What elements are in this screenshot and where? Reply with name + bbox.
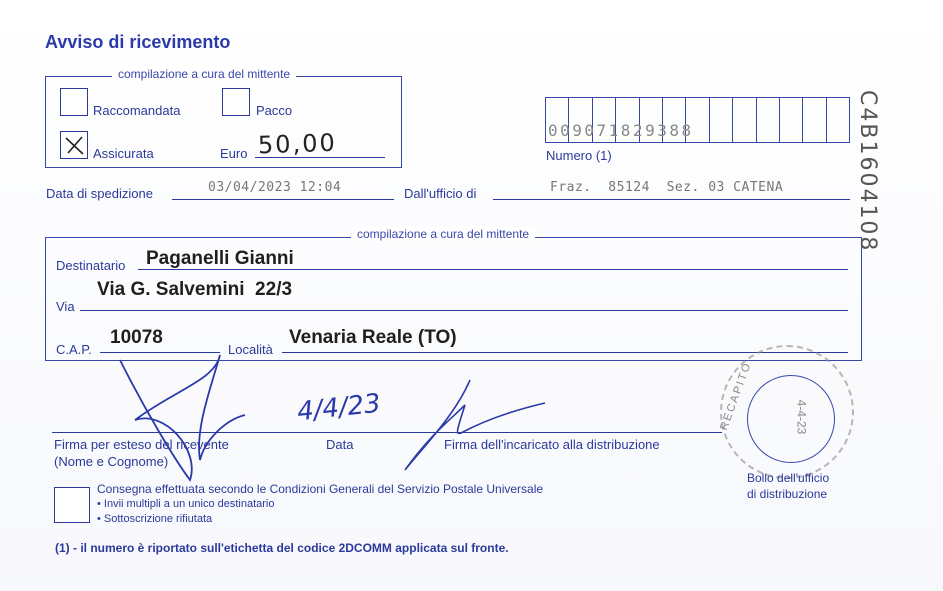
via-line — [80, 310, 848, 311]
consegna-text: Consegna effettuata secondo le Condizioni Generali del Servizio Postale Universale — [97, 482, 544, 496]
data-handwritten: 4/4/23 — [295, 388, 383, 428]
recipient-section-legend: compilazione a cura del mittente — [351, 227, 535, 241]
raccomandata-checkbox[interactable] — [60, 88, 88, 116]
recipient-signature-scribble — [105, 350, 255, 490]
sender-section-legend: compilazione a cura del mittente — [112, 67, 296, 81]
cap-label: C.A.P. — [56, 342, 92, 357]
stamp-text: RECAPITO — [718, 360, 754, 432]
destinatario-label: Destinatario — [56, 258, 126, 273]
page-title: Avviso di ricevimento — [45, 32, 231, 52]
numero-cell — [802, 98, 825, 142]
pacco-checkbox[interactable] — [222, 88, 250, 116]
firma-label: Firma per esteso del ricevente — [54, 437, 229, 452]
margin-note: C4B1604108 — [855, 90, 880, 253]
cap-value: 10078 — [110, 327, 163, 348]
numero-cell — [709, 98, 732, 142]
incaricato-label: Firma dell'incaricato alla distribuzione — [444, 437, 660, 452]
raccomandata-label: Raccomandata — [93, 103, 181, 118]
bollo-line2: di distribuzione — [747, 487, 828, 501]
data-label: Data — [326, 437, 354, 452]
bollo-circle — [747, 375, 835, 463]
destinatario-value: Paganelli Gianni — [146, 248, 294, 269]
numero-cell — [779, 98, 802, 142]
ufficio-label: Dall'ufficio di — [404, 186, 477, 201]
incaricato-signature-scribble — [395, 375, 555, 485]
euro-label: Euro — [220, 146, 248, 161]
ufficio-line — [493, 199, 850, 200]
firma-sub: (Nome e Cognome) — [54, 454, 169, 469]
consegna-bullet-rifiutata: • Sottoscrizione rifiutata — [97, 513, 213, 525]
assicurata-checkbox[interactable] — [60, 131, 88, 159]
data-spedizione-line — [172, 199, 394, 200]
data-spedizione-value: 03/04/2023 12:04 — [208, 180, 342, 195]
data-spedizione-label: Data di spedizione — [46, 186, 153, 201]
bollo-line1: Bollo dell'ufficio — [747, 471, 830, 485]
consegna-bullet-multipli: • Invii multipli a un unico destinatario — [97, 498, 275, 510]
consegna-checkbox[interactable] — [54, 487, 90, 523]
localita-label: Località — [228, 342, 273, 357]
euro-value: 50,00 — [257, 128, 338, 160]
ufficio-value: Fraz. 85124 Sez. 03 CATENA — [550, 180, 784, 195]
via-value: Via G. Salvemini 22/3 — [97, 279, 293, 300]
assicurata-label: Assicurata — [93, 146, 154, 161]
via-label: Via — [56, 299, 75, 314]
pacco-label: Pacco — [256, 103, 293, 118]
localita-value: Venaria Reale (TO) — [289, 327, 457, 348]
numero-label: Numero (1) — [546, 148, 612, 163]
stamp-date: 4-4-23 — [794, 399, 809, 435]
x-mark-icon — [61, 132, 87, 158]
numero-cell — [826, 98, 849, 142]
numero-cell — [732, 98, 755, 142]
numero-cell — [756, 98, 779, 142]
footnote: (1) - il numero è riportato sull'etichetta del codice 2DCOMM applicata sul fronte. — [55, 541, 509, 555]
numero-value: 009071829388 — [548, 121, 694, 140]
